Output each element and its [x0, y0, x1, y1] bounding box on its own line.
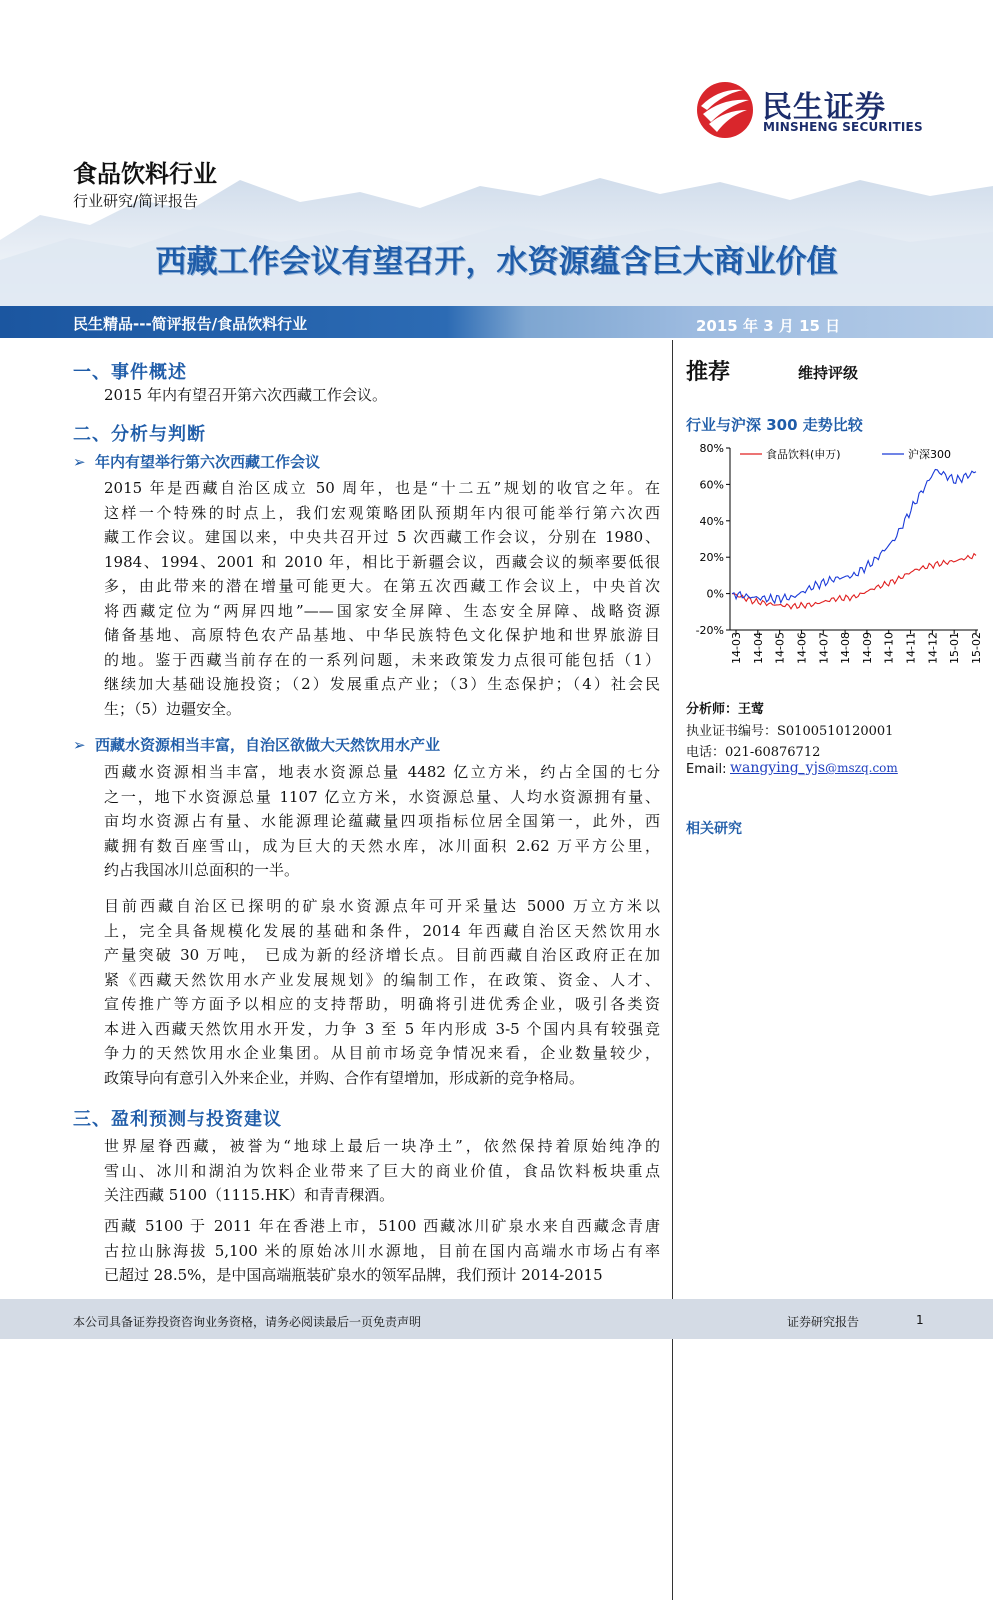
x-tick-label: 14-03	[730, 632, 743, 664]
x-tick-label: 14-10	[882, 632, 896, 664]
paragraph-line: 之一，地下水资源总量 1107 亿立方米，水资源总量、人均水资源拥有量、	[104, 787, 660, 806]
paragraph-line: 亩均水资源占有量、水能源理论蕴藏量四项指标位居全国第一，此外，西	[104, 812, 660, 830]
x-tick-label: 15-02	[970, 632, 983, 664]
paragraph-line: 紧《西藏天然饮用水产业发展规划》的编制工作，在政策、资金、人才、	[104, 970, 660, 989]
phone-number: 电话：021-60876712	[686, 745, 821, 760]
x-tick-label: 15-01	[948, 632, 962, 664]
paragraph-line: 约占我国冰川总面积的一半。	[104, 861, 300, 879]
x-tick-label: 14-05	[773, 632, 787, 664]
paragraph-line: 争力的天然饮用水企业集团。从目前市场竞争情况来看，企业数量较少，	[104, 1044, 660, 1062]
y-tick-label: 0%	[706, 587, 724, 601]
x-tick-label: 14-04	[751, 632, 765, 664]
paragraph-5100	[104, 1214, 660, 1288]
paragraph-line: 西藏水资源相当丰富，地表水资源总量 4482 亿立方米，约占全国的七分	[104, 763, 660, 781]
section-heading-2: 二、分析与判断	[73, 424, 206, 445]
rating-note: 维持评级	[798, 364, 859, 382]
paragraph-line: 的地。鉴于西藏当前存在的一系列问题，未来政策发力点很可能包括（1）	[104, 650, 660, 669]
brand-name-en: MINSHENG SECURITIES	[763, 120, 923, 134]
paragraph-line: 关注西藏 5100（1115.HK）和青青稞酒。	[104, 1186, 395, 1204]
chart-axes	[696, 442, 983, 664]
x-tick-label: 14-08	[839, 632, 853, 664]
footer-disclaimer: 本公司具备证券投资咨询业务资格，请务必阅读最后一页免责声明	[73, 1315, 422, 1329]
paragraph-line: 雪山、冰川和湖泊为饮料企业带来了巨大的商业价值，食品饮料板块重点	[104, 1161, 660, 1180]
trend-chart	[686, 440, 986, 690]
paragraph-line: 多，由此带来的潜在增量可能更大。在第五次西藏工作会议上，中央首次	[104, 577, 660, 595]
y-tick-label: 60%	[699, 478, 724, 492]
email-label: Email:	[686, 762, 727, 777]
x-tick-label: 14-11	[904, 632, 918, 664]
industry-label: 食品饮料行业	[73, 160, 217, 188]
analyst-name: 分析师：王莺	[686, 702, 765, 717]
x-tick-label: 14-07	[817, 632, 831, 664]
rating-label: 推荐	[686, 360, 731, 385]
paragraph-line: 藏拥有数百座雪山，成为巨大的天然水库，冰川面积 2.62 万平方公里，	[104, 836, 660, 855]
paragraph-line: 政策导向有意引入外来企业，并购、合作有望增加，形成新的竞争格局。	[104, 1068, 585, 1087]
minsheng-logo-icon	[693, 80, 757, 140]
series-line-2	[732, 470, 976, 604]
footer-report-type: 证券研究报告	[787, 1315, 860, 1329]
legend-label: 食品饮料(申万)	[766, 448, 841, 461]
paragraph-line: 西藏 5100 于 2011 年在香港上市，5100 西藏冰川矿泉水来自西藏念青唐	[104, 1217, 660, 1235]
paragraph-line: 储备基地、高原特色农产品基地、中华民族特色文化保护地和世界旅游目	[104, 626, 660, 644]
paragraph-line: 本进入西藏天然饮用水开发，力争 3 至 5 年内形成 3-5 个国内具有较强竞	[104, 1019, 660, 1038]
x-tick-label: 14-09	[860, 632, 874, 664]
paragraph-line: 这样一个特殊的时点上，我们宏观策略团队预期年内很可能举行第六次西	[104, 503, 660, 522]
y-tick-label: 80%	[699, 442, 724, 455]
paragraph-line: 宣传推广等方面予以相应的支持帮助，明确将引进优秀企业，吸引各类资	[104, 995, 660, 1013]
subheading-2: ➢ 西藏水资源相当丰富，自治区欲做大天然饮用水产业	[73, 736, 441, 754]
section-heading-3: 三、盈利预测与投资建议	[73, 1109, 282, 1130]
paragraph-line: 目前西藏自治区已探明的矿泉水资源点年可开采量达 5000 万立方米以	[104, 897, 660, 915]
report-title: 西藏工作会议有望召开，水资源蕴含巨大商业价值	[155, 244, 838, 280]
report-date: 2015 年 3 月 15 日	[696, 317, 841, 335]
paragraph-line: 继续加大基础设施投资；（2）发展重点产业；（3）生态保护；（4）社会民	[104, 675, 660, 693]
chart-legend	[740, 447, 951, 461]
paragraph-line: 将西藏定位为“两屏四地”——国家安全屏障、生态安全屏障、战略资源	[104, 601, 660, 620]
chart-title: 行业与沪深 300 走势比较	[686, 416, 863, 434]
mountain-backdrop	[0, 120, 993, 320]
arrow-bullet-icon: ➢	[73, 736, 86, 754]
paragraph-line: 2015 年是西藏自治区成立 50 周年，也是“十二五”规划的收官之年。在	[104, 479, 660, 497]
x-tick-label: 14-12	[926, 632, 940, 664]
paragraph-line: 产量突破 30 万吨， 已成为新的经济增长点。目前西藏自治区政府正在加	[104, 946, 660, 964]
section-1-text: 2015 年内有望召开第六次西藏工作会议。	[104, 386, 387, 404]
column-divider	[672, 340, 673, 1600]
paragraph-water-resources	[104, 760, 660, 883]
related-research-heading: 相关研究	[686, 821, 742, 837]
section-heading-1: 一、事件概述	[73, 362, 187, 383]
chart-lines	[732, 470, 976, 609]
paragraph-line: 已超过 28.5%，是中国高端瓶装矿泉水的领军品牌，我们预计 2014-2015	[104, 1266, 603, 1284]
report-type: 行业研究/简评报告	[73, 192, 199, 210]
page-number: 1	[916, 1313, 924, 1327]
subheading-1: ➢ 年内有望举行第六次西藏工作会议	[73, 453, 321, 471]
certificate-number: 执业证书编号：S0100510120001	[686, 724, 894, 739]
paragraph-line: 古拉山脉海拔 5,100 米的原始冰川水源地，目前在国内高端水市场占有率	[104, 1241, 660, 1260]
paragraph-line: 1984、1994、2001 和 2010 年，相比于新疆会议，西藏会议的频率要低很	[104, 552, 660, 571]
email-link[interactable]: wangying_yjs@mszq.com	[730, 760, 898, 776]
brand-name-cn: 民生证券	[762, 90, 886, 125]
band-label: 民生精品---简评报告/食品饮料行业	[73, 315, 308, 333]
arrow-bullet-icon: ➢	[73, 453, 86, 471]
paragraph-line: 世界屋脊西藏，被誉为“地球上最后一块净土”，依然保持着原始纯净的	[104, 1137, 660, 1155]
paragraph-tibet-meeting	[104, 476, 660, 721]
paragraph-investment	[104, 1134, 660, 1208]
y-tick-label: 40%	[699, 514, 724, 528]
paragraph-line: 藏工作会议。建国以来，中央共召开过 5 次西藏工作会议，分别在 1980、	[104, 528, 660, 546]
paragraph-mineral-water	[104, 894, 660, 1090]
legend-label: 沪深300	[908, 448, 951, 461]
y-tick-label: -20%	[695, 624, 724, 637]
y-tick-label: 20%	[699, 551, 724, 565]
x-tick-label: 14-06	[795, 632, 809, 664]
paragraph-line: 上，完全具备规模化发展的基础和条件，2014 年西藏自治区天然饮用水	[104, 921, 660, 940]
paragraph-line: 生；（5）边疆安全。	[104, 699, 242, 718]
